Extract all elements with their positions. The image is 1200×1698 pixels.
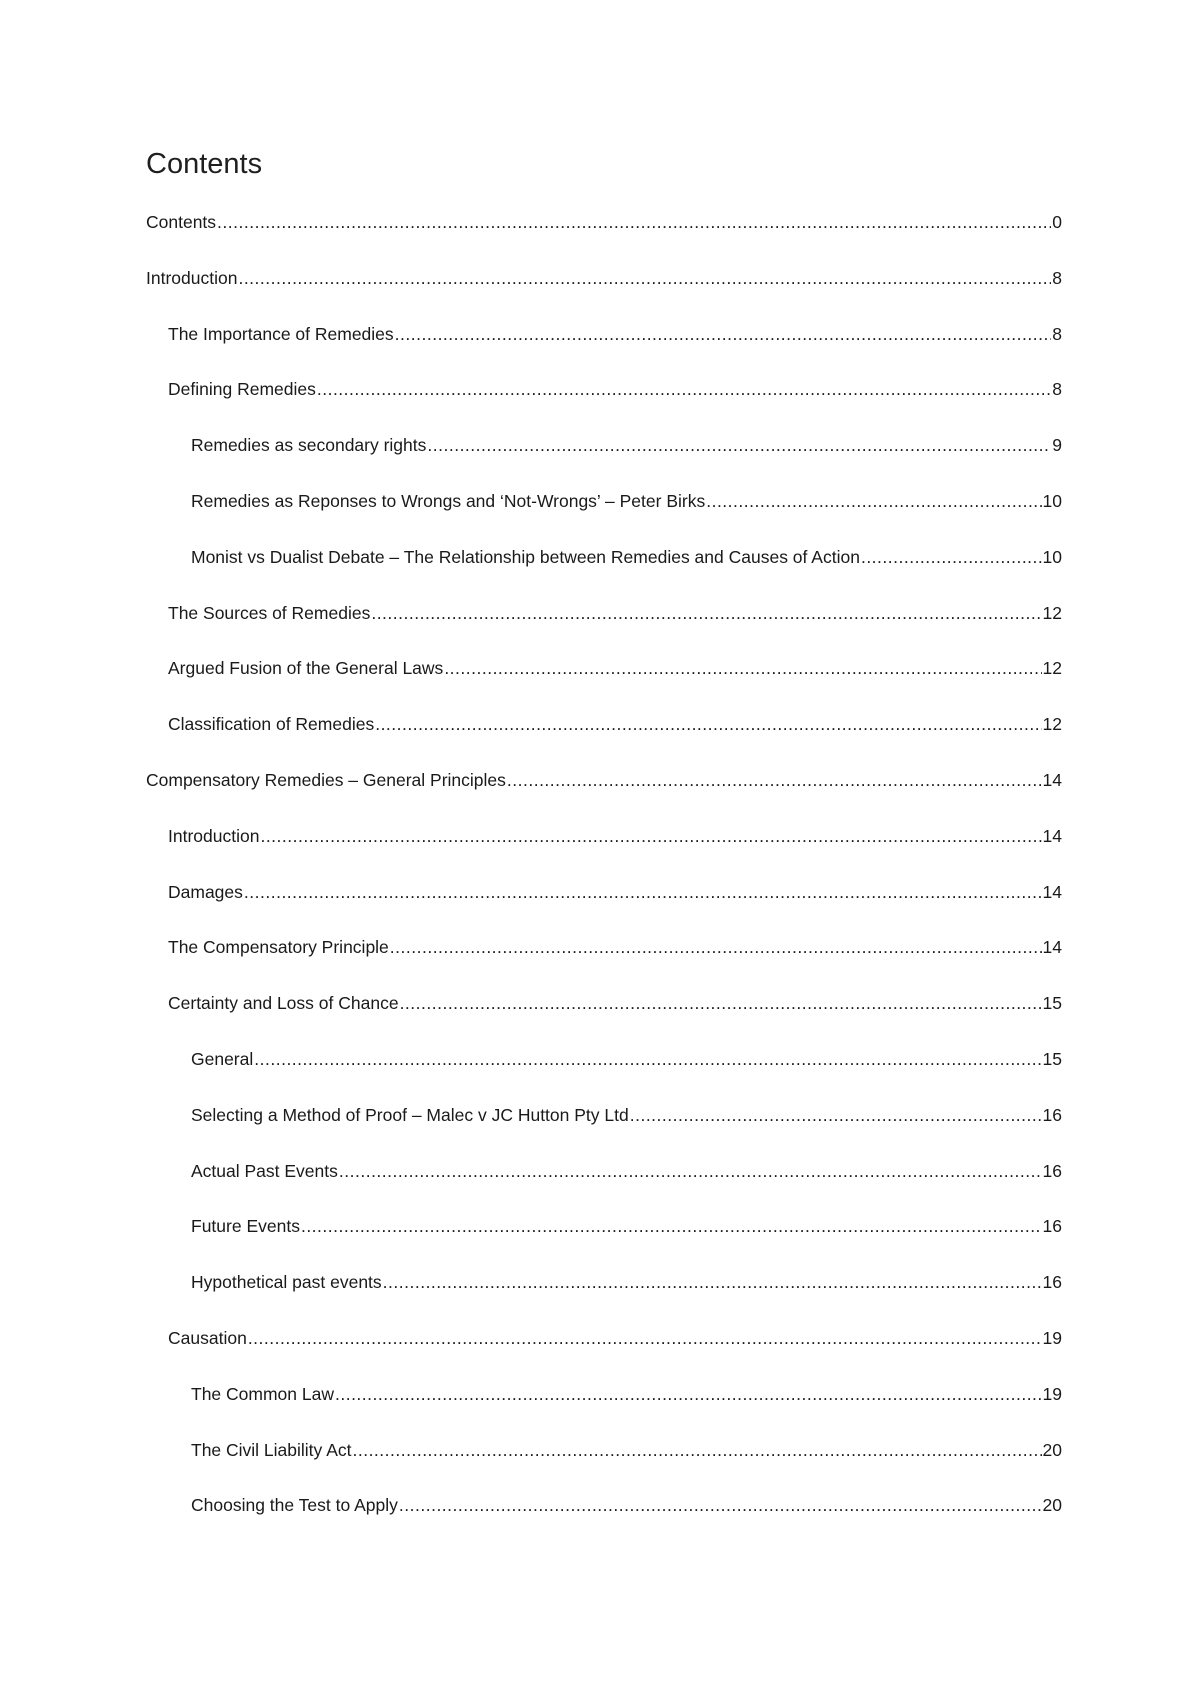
toc-page-number: 12 <box>1042 714 1062 735</box>
toc-page-number: 20 <box>1042 1439 1062 1460</box>
toc-entry[interactable] <box>146 324 1062 380</box>
toc-dot-leader <box>861 547 1042 567</box>
toc-entry[interactable] <box>146 1495 1062 1551</box>
toc-page-number: 8 <box>1052 379 1062 400</box>
toc-entry-title: Remedies as secondary rights <box>191 435 427 456</box>
toc-dot-leader <box>248 1328 1042 1348</box>
toc-entry[interactable] <box>146 547 1062 603</box>
toc-entry[interactable] <box>146 491 1062 547</box>
toc-entry-title: Selecting a Method of Proof – Malec v JC Hutton Pty Ltd <box>191 1104 629 1125</box>
toc-entry[interactable] <box>146 268 1062 324</box>
toc-page-number: 16 <box>1042 1216 1062 1237</box>
toc-entry[interactable] <box>146 1105 1062 1161</box>
page-title: Contents <box>146 148 263 180</box>
toc-dot-leader <box>375 714 1041 734</box>
toc-dot-leader <box>254 1049 1041 1069</box>
toc-entry-title: Future Events <box>191 1216 300 1237</box>
toc-page-number: 15 <box>1042 1048 1062 1069</box>
toc-dot-leader <box>630 1105 1042 1125</box>
toc-dot-leader <box>352 1440 1041 1460</box>
toc-dot-leader <box>260 826 1041 846</box>
toc-entry[interactable] <box>146 1049 1062 1105</box>
toc-entry-title: Argued Fusion of the General Laws <box>168 658 444 679</box>
toc-entry-title: The Sources of Remedies <box>168 602 371 623</box>
toc-entry-title: Choosing the Test to Apply <box>191 1495 398 1516</box>
toc-page-number: 0 <box>1052 212 1062 232</box>
toc-entry-title: General <box>191 1048 254 1069</box>
toc-entry-title: The Importance of Remedies <box>168 323 394 344</box>
toc-dot-leader <box>301 1216 1042 1236</box>
toc-dot-leader <box>706 491 1041 511</box>
toc-entry-title: The Common Law <box>191 1383 334 1404</box>
toc-page-number: 8 <box>1052 323 1062 344</box>
toc-entry-title: Remedies as Reponses to Wrongs and ‘Not-Wrongs’ – Peter Birks <box>191 490 706 511</box>
toc-page-number: 16 <box>1042 1104 1062 1125</box>
toc-entry-title: The Compensatory Principle <box>168 937 389 958</box>
table-of-contents <box>146 212 1062 1551</box>
toc-entry[interactable] <box>146 1328 1062 1384</box>
toc-page-number: 14 <box>1042 825 1062 846</box>
toc-page-number: 10 <box>1042 546 1062 567</box>
toc-entry[interactable] <box>146 603 1062 659</box>
toc-entry[interactable] <box>146 1272 1062 1328</box>
toc-entry-title: Certainty and Loss of Chance <box>168 993 399 1014</box>
toc-dot-leader <box>444 658 1041 678</box>
toc-dot-leader <box>390 937 1042 957</box>
toc-entry-title: The Civil Liability Act <box>191 1439 352 1460</box>
toc-page-number: 8 <box>1052 267 1062 288</box>
toc-entry-title: Hypothetical past events <box>191 1272 382 1293</box>
toc-page-number: 20 <box>1042 1495 1062 1516</box>
toc-dot-leader <box>339 1161 1042 1181</box>
toc-entry-title: Actual Past Events <box>191 1160 338 1181</box>
toc-entry-title: Defining Remedies <box>168 379 316 400</box>
toc-entry[interactable] <box>146 1216 1062 1272</box>
toc-page-number: 10 <box>1042 490 1062 511</box>
toc-entry[interactable] <box>146 1440 1062 1496</box>
toc-dot-leader <box>244 882 1042 902</box>
toc-entry[interactable] <box>146 714 1062 770</box>
toc-entry[interactable] <box>146 212 1062 268</box>
toc-entry-title: Damages <box>168 881 243 902</box>
toc-page-number: 9 <box>1052 435 1062 456</box>
toc-entry-title: Introduction <box>146 267 238 288</box>
toc-entry-title: Compensatory Remedies – General Principles <box>146 769 506 790</box>
toc-page-number: 16 <box>1042 1272 1062 1293</box>
toc-entry[interactable] <box>146 379 1062 435</box>
toc-entry[interactable] <box>146 826 1062 882</box>
toc-dot-leader <box>317 379 1051 399</box>
toc-entry[interactable] <box>146 435 1062 491</box>
toc-dot-leader <box>399 1495 1042 1515</box>
toc-page-number: 14 <box>1042 881 1062 902</box>
toc-dot-leader <box>335 1384 1042 1404</box>
toc-entry[interactable] <box>146 770 1062 826</box>
toc-page-number: 15 <box>1042 993 1062 1014</box>
toc-entry-title: Causation <box>168 1327 247 1348</box>
toc-dot-leader <box>217 212 1051 232</box>
toc-entry[interactable] <box>146 993 1062 1049</box>
toc-entry[interactable] <box>146 1384 1062 1440</box>
toc-entry-title: Contents <box>146 212 217 232</box>
toc-entry[interactable] <box>146 658 1062 714</box>
toc-dot-leader <box>507 770 1042 790</box>
toc-dot-leader <box>238 268 1051 288</box>
toc-page-number: 19 <box>1042 1383 1062 1404</box>
toc-entry-title: Introduction <box>168 825 260 846</box>
toc-page-number: 16 <box>1042 1160 1062 1181</box>
toc-entry[interactable] <box>146 937 1062 993</box>
toc-page-number: 12 <box>1042 658 1062 679</box>
toc-page-number: 19 <box>1042 1327 1062 1348</box>
toc-dot-leader <box>371 603 1041 623</box>
toc-entry-title: Monist vs Dualist Debate – The Relationship between Remedies and Causes of Action <box>191 546 860 567</box>
toc-entry[interactable] <box>146 1161 1062 1217</box>
toc-dot-leader <box>427 435 1051 455</box>
toc-page-number: 14 <box>1042 769 1062 790</box>
toc-dot-leader <box>383 1272 1042 1292</box>
toc-entry-title: Classification of Remedies <box>168 714 375 735</box>
toc-dot-leader <box>395 324 1052 344</box>
toc-entry[interactable] <box>146 882 1062 938</box>
toc-page-number: 12 <box>1042 602 1062 623</box>
toc-dot-leader <box>400 993 1042 1013</box>
toc-page-number: 14 <box>1042 937 1062 958</box>
